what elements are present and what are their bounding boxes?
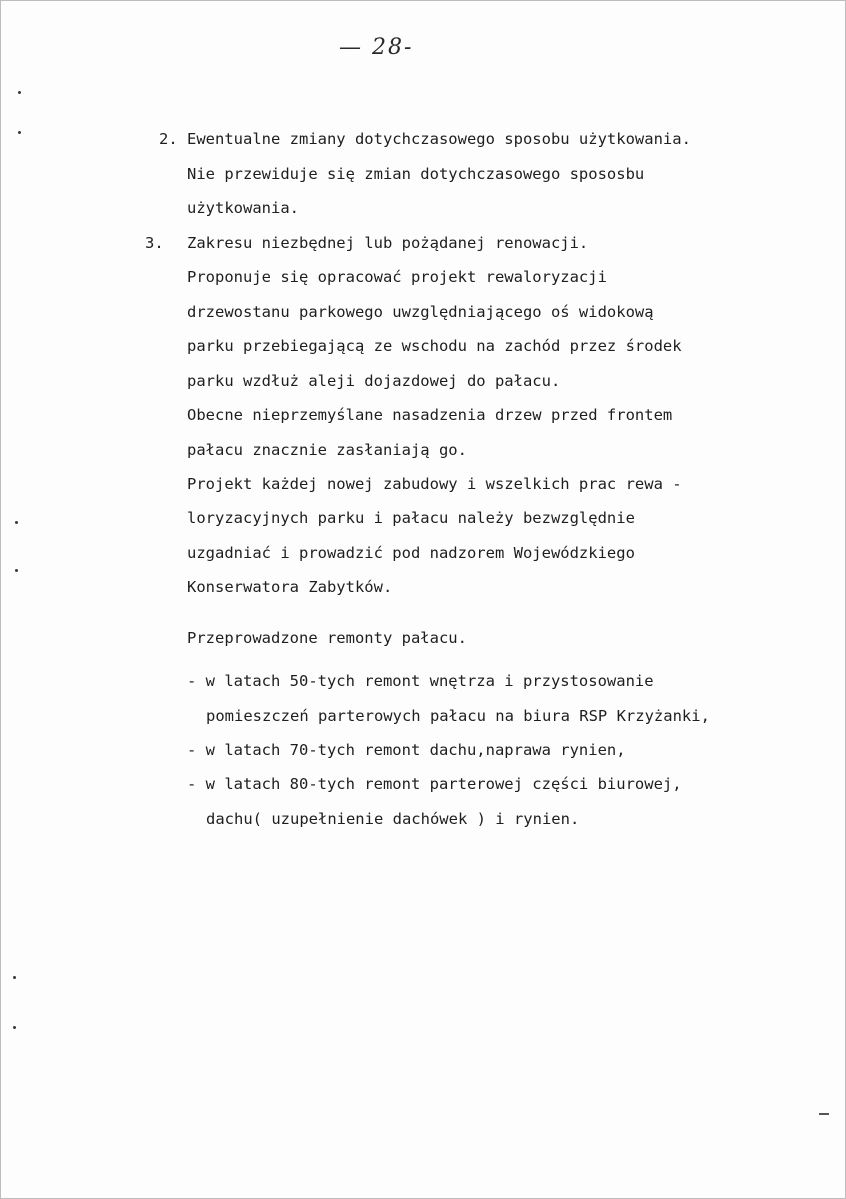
scan-speck	[18, 131, 21, 134]
list-item: - w latach 50-tych remont wnętrza i przystosowanie	[187, 672, 654, 690]
scan-speck	[13, 976, 16, 979]
list-item: - w latach 80-tych remont parterowej części biurowej,	[187, 775, 682, 793]
scan-speck	[15, 521, 18, 524]
text-line: Projekt każdej nowej zabudowy i wszelkich prac rewa -	[187, 475, 682, 493]
text-line: pałacu znacznie zasłaniają go.	[187, 441, 467, 459]
section-heading: Przeprowadzone remonty pałacu.	[187, 629, 467, 647]
text-line: parku wzdłuż aleji dojazdowej do pałacu.	[187, 372, 561, 390]
text-line: uzgadniać i prowadzić pod nadzorem Wojewódzkiego	[187, 544, 635, 562]
scan-speck	[18, 91, 21, 94]
scan-mark	[819, 1113, 829, 1115]
text-line: użytkowania.	[187, 199, 299, 217]
text-line: drzewostanu parkowego uwzględniającego oś widokową	[187, 303, 654, 321]
scan-speck	[15, 569, 18, 572]
item-number: 3.	[145, 234, 164, 252]
text-line: Nie przewiduje się zmian dotychczasowego spososbu	[187, 165, 645, 183]
page-number: — 28-	[339, 35, 414, 60]
text-line: loryzacyjnych parku i pałacu należy bezwzględnie	[187, 509, 635, 527]
scan-speck	[13, 1026, 16, 1029]
text-line: Konserwatora Zabytków.	[187, 578, 393, 596]
item-number: 2.	[159, 130, 178, 148]
text-line: Proponuje się opracować projekt rewaloryzacji	[187, 268, 607, 286]
item-heading: Zakresu niezbędnej lub pożądanej renowacji.	[187, 234, 589, 252]
item-heading: Ewentualne zmiany dotychczasowego sposobu użytkowania.	[187, 130, 691, 148]
list-item-continuation: dachu( uzupełnienie dachówek ) i rynien.	[206, 810, 580, 828]
text-line: Obecne nieprzemyślane nasadzenia drzew przed frontem	[187, 406, 673, 424]
text-line: parku przebiegającą ze wschodu na zachód przez środek	[187, 337, 682, 355]
list-item: - w latach 70-tych remont dachu,naprawa rynien,	[187, 741, 626, 759]
list-item-continuation: pomieszczeń parterowych pałacu na biura RSP Krzyżanki,	[206, 707, 710, 725]
